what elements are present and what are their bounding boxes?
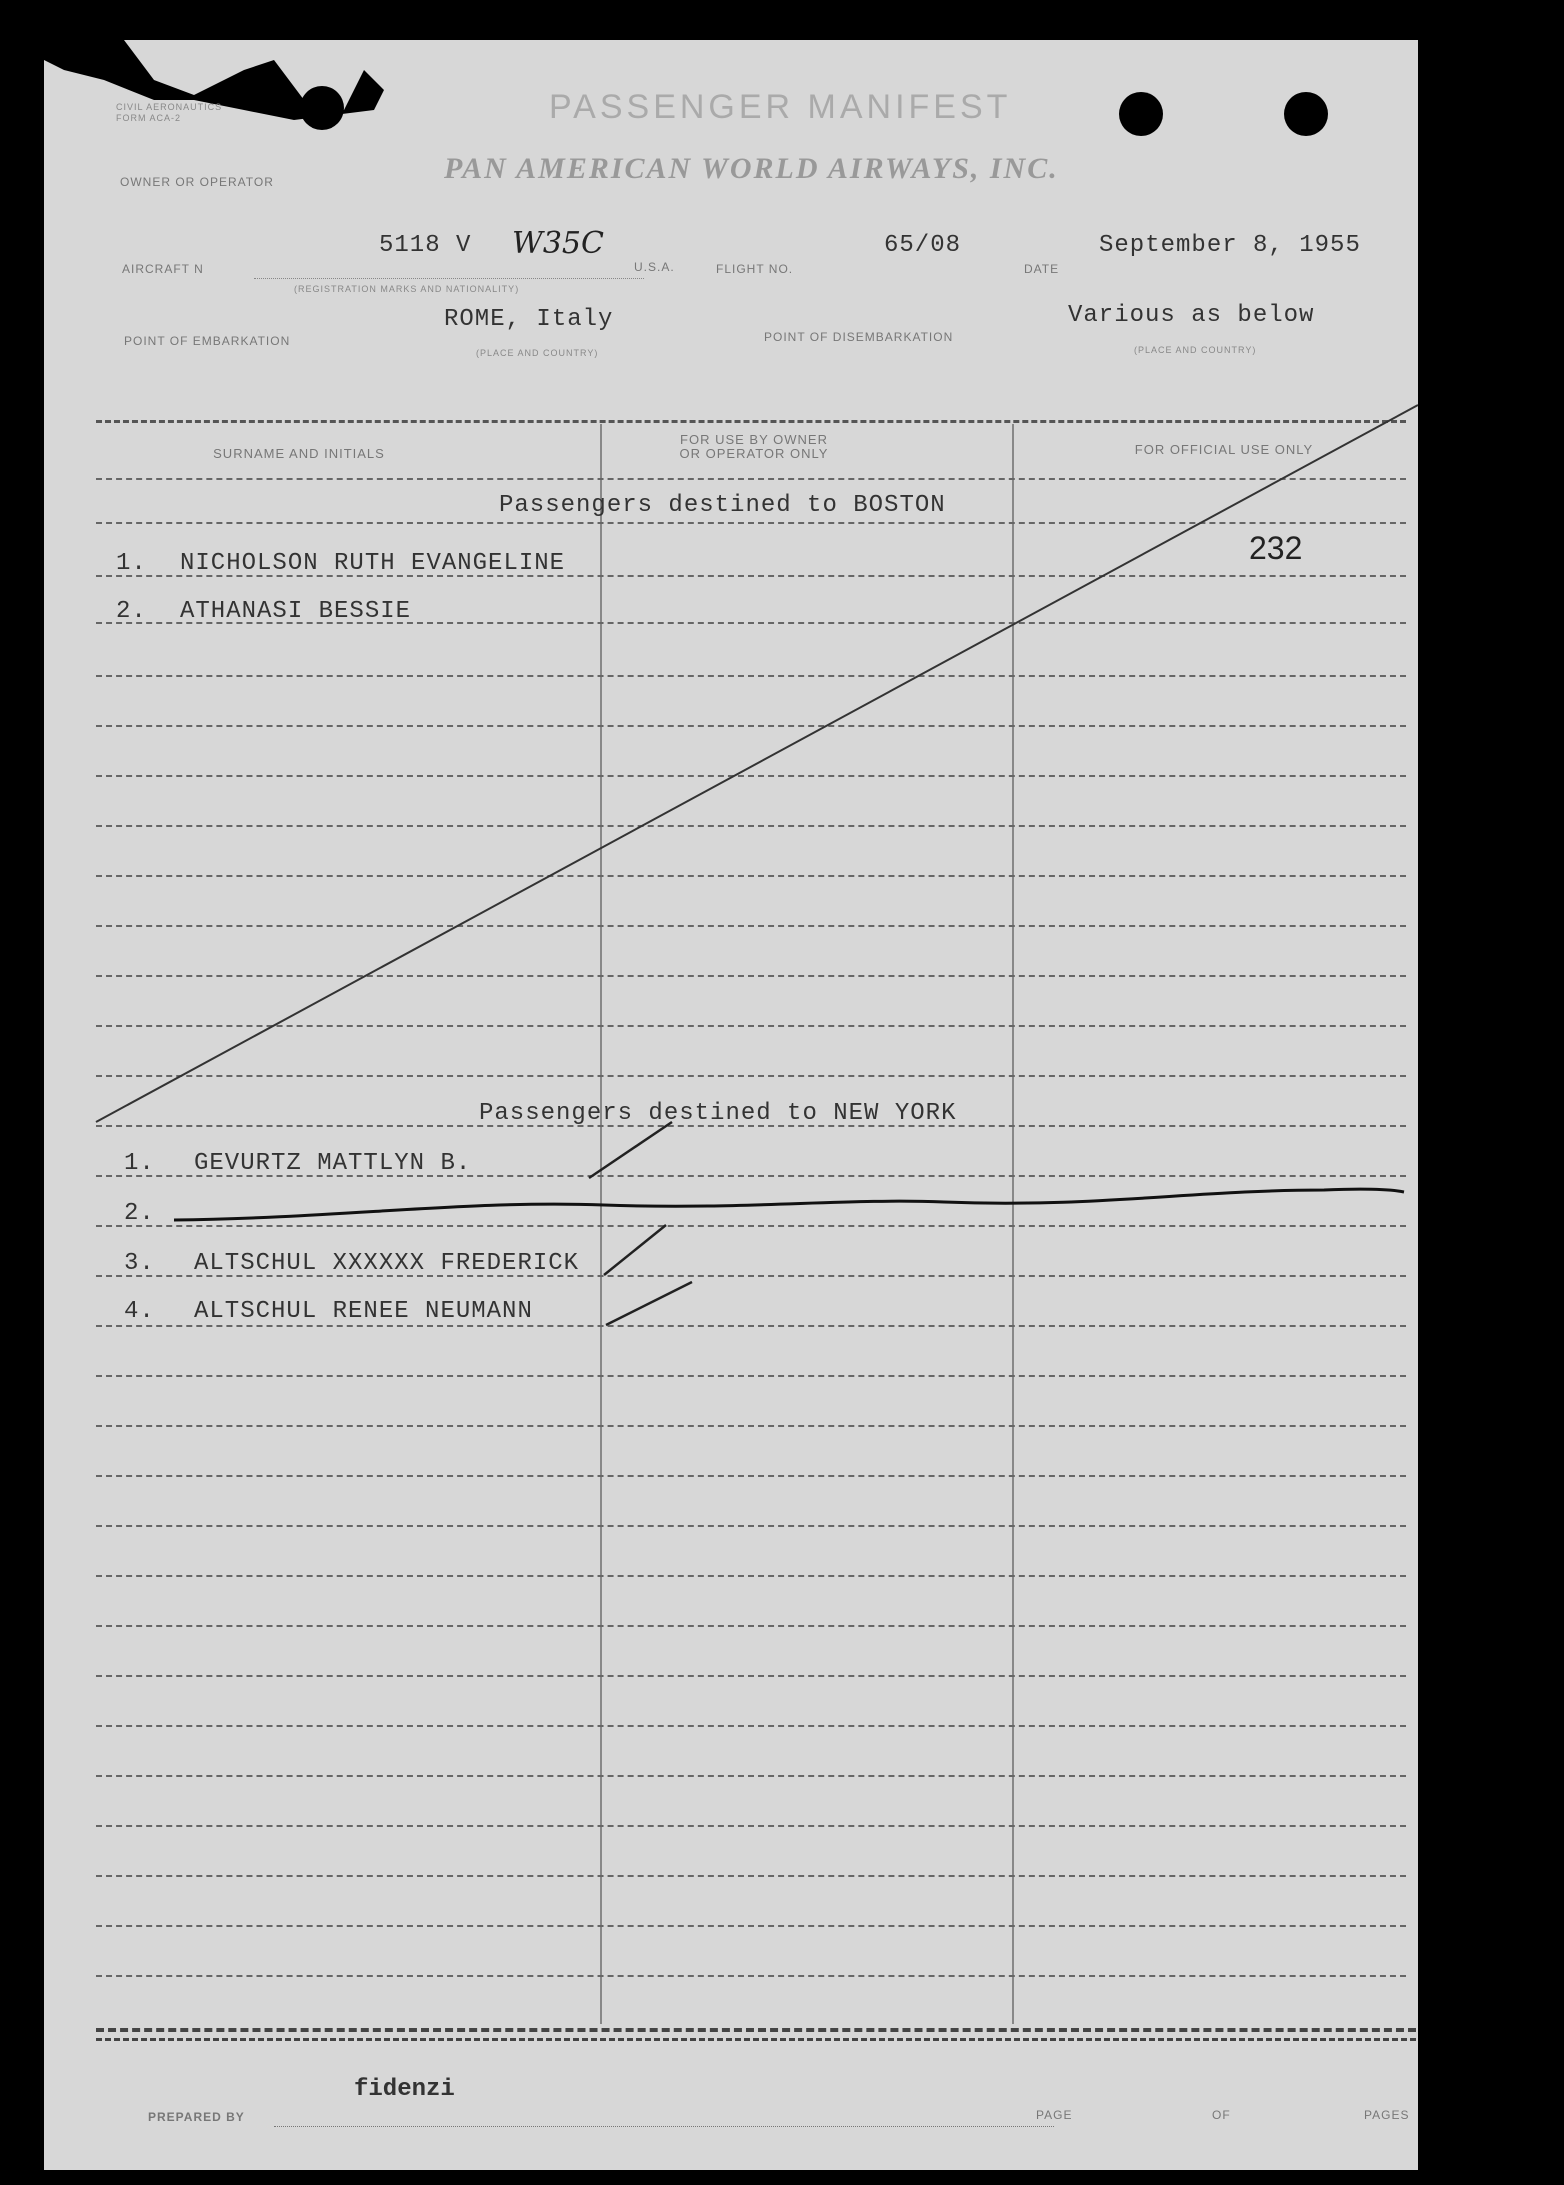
passenger-number: 2. — [116, 598, 147, 625]
date-value: September 8, 1955 — [1099, 232, 1361, 259]
aircraft-label: AIRCRAFT N — [122, 262, 204, 276]
manifest-sheet — [44, 40, 1418, 2170]
owner-label: OWNER OR OPERATOR — [120, 175, 274, 189]
newyork-heading: Passengers destined to NEW YORK — [479, 1100, 957, 1127]
of-label: OF — [1212, 2108, 1231, 2122]
flight-label: FLIGHT NO. — [716, 262, 794, 276]
passenger-number: 1. — [116, 550, 147, 577]
form-title: PASSENGER MANIFEST — [549, 88, 1012, 126]
boston-heading: Passengers destined to BOSTON — [499, 492, 946, 519]
aircraft-value: 5118 V — [379, 232, 472, 259]
owner-value: PAN AMERICAN WORLD AIRWAYS, INC. — [444, 152, 1059, 185]
passenger-name: GEVURTZ MATTLYN B. — [194, 1150, 472, 1177]
boston-void-slash — [96, 405, 1418, 1122]
passenger-number: 1. — [124, 1150, 155, 1177]
passenger-name: NICHOLSON RUTH EVANGELINE — [180, 550, 566, 577]
row-strikethrough — [174, 1189, 1404, 1220]
date-label: DATE — [1024, 262, 1060, 276]
prepared-value: fidenzi — [354, 2076, 455, 2103]
passenger-number: 3. — [124, 1250, 155, 1277]
passenger-name: ATHANASI BESSIE — [180, 598, 412, 625]
passenger-name: ALTSCHUL XXXXXX FREDERICK — [194, 1250, 580, 1277]
disembarkation-label: POINT OF DISEMBARKATION — [764, 330, 954, 344]
passenger-name: ALTSCHUL RENEE NEUMANN — [194, 1298, 533, 1325]
passenger-number: 4. — [124, 1298, 155, 1325]
pen-marks — [44, 40, 1418, 2170]
usa-label: U.S.A. — [634, 260, 675, 274]
checkmark-stroke — [604, 1225, 666, 1275]
form-code: CIVIL AERONAUTICS FORM ACA-2 — [116, 102, 223, 123]
col-surname-header: SURNAME AND INITIALS — [213, 446, 385, 461]
disembarkation-caption: (PLACE AND COUNTRY) — [1134, 345, 1257, 355]
col-owner-header-2: OR OPERATOR ONLY — [679, 446, 829, 461]
official-number: 232 — [1249, 530, 1303, 566]
flight-value: 65/08 — [884, 232, 962, 259]
aircraft-handwritten: W35C — [512, 226, 604, 261]
embarkation-label: POINT OF EMBARKATION — [124, 334, 291, 348]
aircraft-caption: (REGISTRATION MARKS AND NATIONALITY) — [294, 284, 520, 294]
prepared-label: PREPARED BY — [148, 2110, 245, 2124]
disembarkation-value: Various as below — [1068, 302, 1315, 329]
col-owner-header-1: FOR USE BY OWNER — [680, 432, 828, 447]
col-official-header: FOR OFFICIAL USE ONLY — [1134, 442, 1314, 457]
pages-label: PAGES — [1364, 2108, 1410, 2122]
passenger-number: 2. — [124, 1200, 155, 1227]
embarkation-value: ROME, Italy — [444, 306, 614, 333]
embarkation-caption: (PLACE AND COUNTRY) — [476, 348, 599, 358]
checkmark-stroke — [606, 1282, 692, 1325]
checkmark-stroke — [589, 1122, 672, 1178]
page-label: PAGE — [1036, 2108, 1073, 2122]
